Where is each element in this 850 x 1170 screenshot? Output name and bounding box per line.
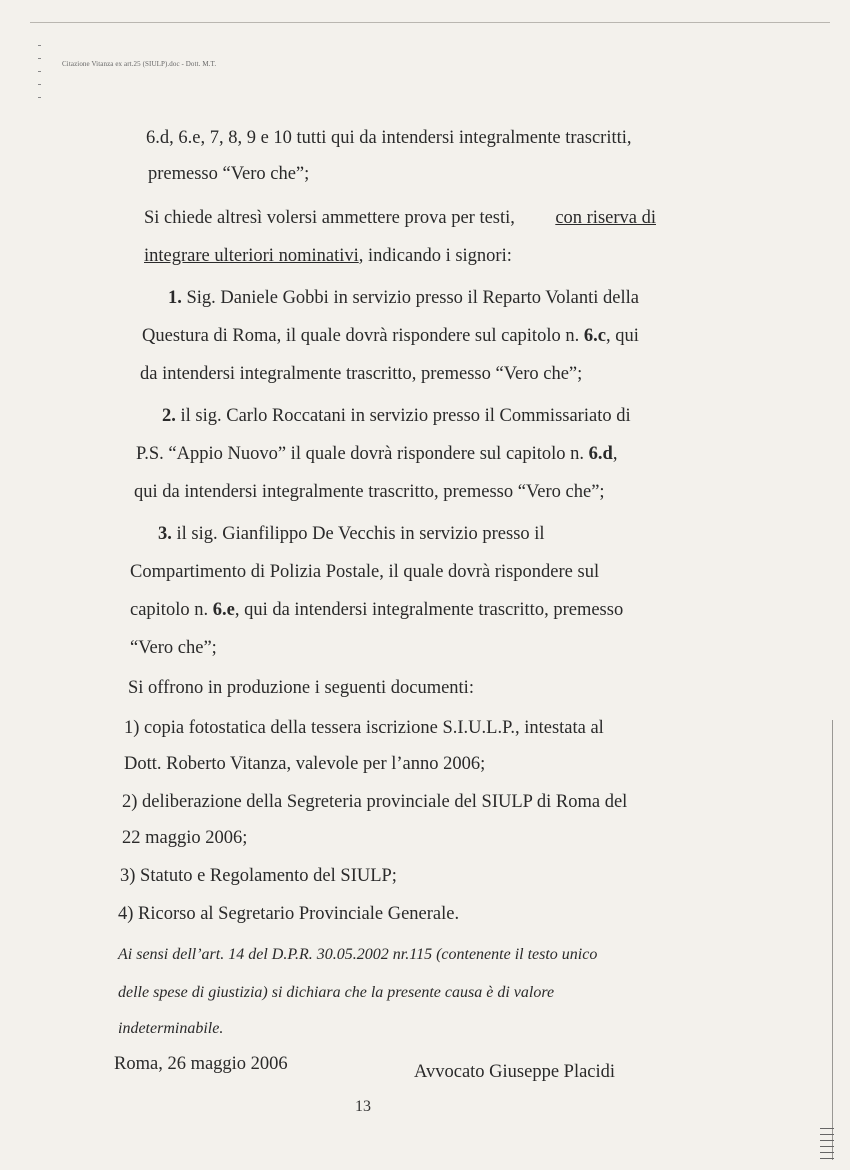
witness-2-line (162, 406, 631, 427)
chapter-ref: 6.c (583, 326, 606, 346)
line-text: capitolo n. (130, 600, 209, 620)
witness-3-line: “Vero che”; (130, 638, 217, 658)
line-text: , qui (605, 326, 639, 346)
scan-right-rule (832, 720, 833, 1160)
line-text: delle spese di giustizia) si dichiara che la presente causa è di valore (118, 984, 555, 1001)
line-text: , (612, 444, 618, 464)
line-text: Sig. Daniele Gobbi in servizio presso il Reparto Volanti della (186, 288, 639, 308)
signature: Avvocato Giuseppe Placidi (414, 1062, 616, 1082)
line-text: P.S. “Appio Nuovo” il quale dovrà rispondere sul capitolo n. (136, 444, 585, 464)
page-number: 13 (355, 1098, 371, 1115)
witness-number: 2. (162, 406, 176, 426)
line-text: il sig. Gianfilippo De Vecchis in servizio presso il (176, 524, 545, 544)
line-text: 6.d, 6.e, 7, 8, 9 e 10 tutti qui da intendersi integralmente trascritti, (146, 128, 632, 148)
scan-right-ticks (820, 1128, 834, 1164)
text-line (144, 208, 656, 229)
document-item: 4) Ricorso al Segretario Provinciale Generale. (118, 904, 460, 924)
witness-1-line: da intendersi integralmente trascritto, premesso “Vero che”; (140, 364, 583, 384)
line-text (158, 524, 545, 545)
text-line: premesso “Vero che”; (148, 164, 310, 184)
witness-3-line (158, 524, 644, 545)
text-line (146, 128, 668, 149)
witness-3-line: Compartimento di Polizia Postale, il quale dovrà rispondere sul (130, 562, 600, 582)
chapter-ref: 6.e (212, 600, 235, 620)
line-text: Questura di Roma, il quale dovrà rispondere sul capitolo n. (142, 326, 580, 346)
line-text: , qui da intendersi integralmente trascritto, premesso (234, 600, 624, 620)
chapter-ref: 6.d (588, 444, 613, 464)
witness-2-line (136, 444, 617, 465)
italic-line: indeterminabile. (118, 1020, 224, 1037)
line-text: Si chiede altresì volersi ammettere prova per testi, (144, 208, 515, 228)
margin-marks (38, 45, 44, 135)
italic-line (118, 946, 624, 964)
document-item: Dott. Roberto Vitanza, valevole per l’anno 2006; (124, 754, 486, 774)
document-item: 3) Statuto e Regolamento del SIULP; (120, 866, 397, 886)
witness-number: 1. (168, 288, 182, 308)
document-header-note: Citazione Vitanza ex art.25 (SIULP).doc - Dott. M.T. (62, 60, 217, 68)
line-text: , indicando i signori: (358, 246, 512, 266)
underlined-text: con riserva di (555, 208, 656, 228)
document-item: 22 maggio 2006; (122, 828, 248, 848)
witness-2-line: qui da intendersi integralmente trascritto, premesso “Vero che”; (134, 482, 605, 502)
scan-edge (30, 22, 830, 23)
italic-line (118, 984, 624, 1002)
document-item: 1) copia fotostatica della tessera iscrizione S.I.U.L.P., intestata al (124, 718, 604, 738)
witness-1-line (168, 288, 639, 309)
document-item: 2) deliberazione della Segreteria provinciale del SIULP di Roma del (122, 792, 628, 812)
text-line (144, 246, 512, 267)
place-date: Roma, 26 maggio 2006 (114, 1054, 288, 1074)
underlined-text: integrare ulteriori nominativi (144, 246, 359, 266)
witness-number: 3. (158, 524, 172, 544)
witness-3-line (130, 600, 623, 621)
witness-1-line (142, 326, 639, 347)
line-text: Ai sensi dell’art. 14 del D.P.R. 30.05.2002 nr.115 (contenente il testo unico (118, 946, 598, 963)
documents-intro: Si offrono in produzione i seguenti documenti: (128, 678, 474, 698)
line-text: il sig. Carlo Roccatani in servizio presso il Commissariato di (180, 406, 631, 426)
